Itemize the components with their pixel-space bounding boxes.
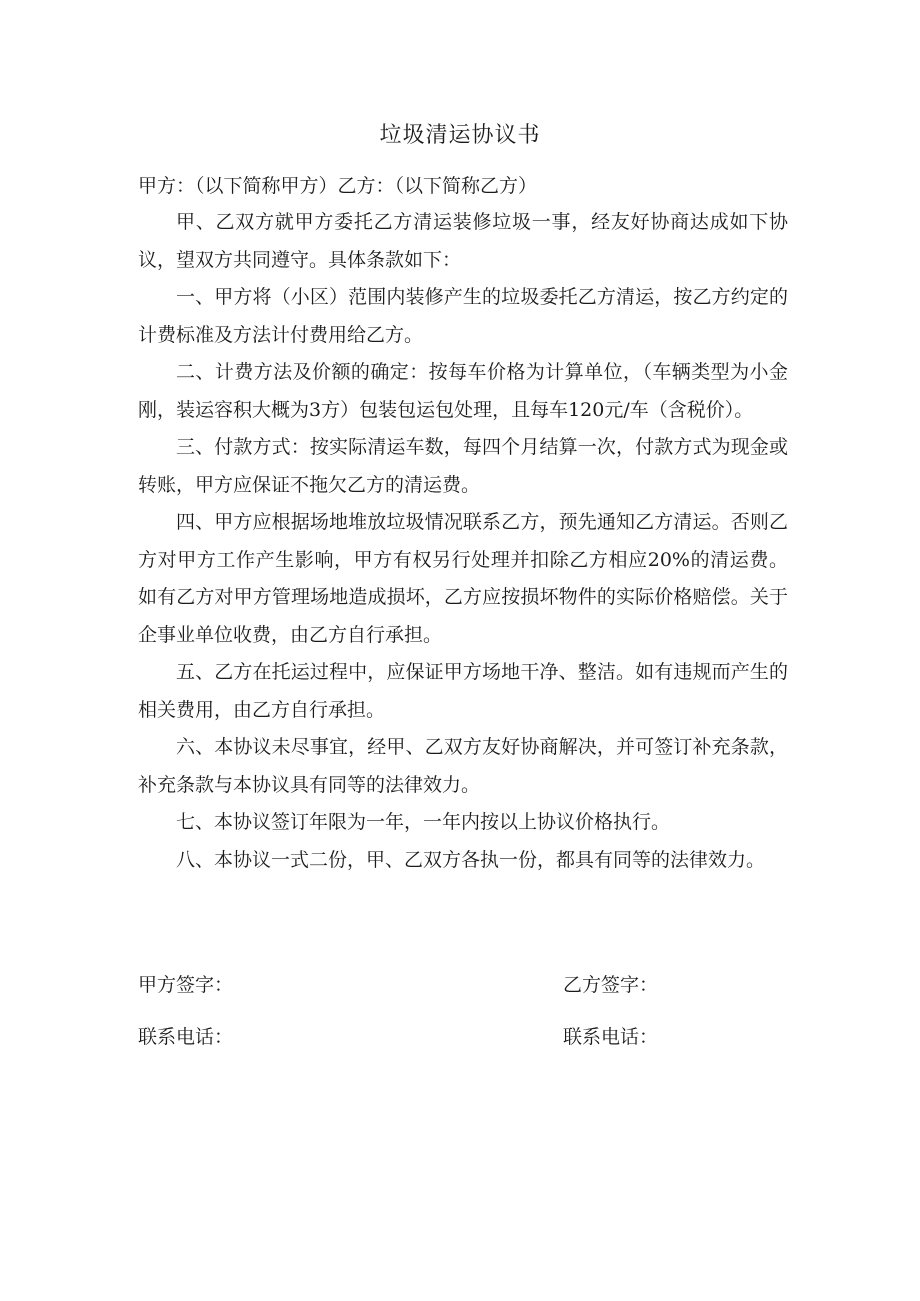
intro-paragraph: 甲、乙双方就甲方委托乙方清运装修垃圾一事，经友好协商达成如下协议，望双方共同遵守。具体条款如下：	[138, 211, 788, 271]
party-a-phone-label: 联系电话：	[138, 1026, 234, 1048]
agreement-body	[138, 204, 788, 879]
parties-line: 甲方：（以下简称甲方）乙方：（以下简称乙方）	[138, 175, 538, 197]
party-b-signature-label: 乙方签字：	[563, 974, 659, 996]
clause-6: 六、本协议未尽事宜，经甲、乙双方友好协商解决，并可签订补充条款，补充条款与本协议具有同等的法律效力。	[138, 736, 788, 796]
document-title: 垃圾清运协议书	[379, 123, 541, 148]
clause-2: 二、计费方法及价额的确定：按每车价格为计算单位，（车辆类型为小金刚，装运容积大概为3方）包装包运包处理，且每车120元/车（含税价）。	[138, 361, 788, 421]
clause-7: 七、本协议签订年限为一年，一年内按以上协议价格执行。	[176, 811, 671, 833]
party-b-phone-label: 联系电话：	[563, 1026, 659, 1048]
clause-1: 一、甲方将（小区）范围内装修产生的垃圾委托乙方清运，按乙方约定的计费标准及方法计付费用给乙方。	[138, 286, 788, 346]
party-a-signature-label: 甲方签字：	[138, 974, 234, 996]
clause-4: 四、甲方应根据场地堆放垃圾情况联系乙方，预先通知乙方清运。否则乙方对甲方工作产生影响，甲方有权另行处理并扣除乙方相应20%的清运费。如有乙方对甲方管理场地造成损坏，乙方应按损坏物件的实际价格赔偿。关于企事业单位收费，由乙方自行承担。	[138, 511, 788, 646]
clause-8: 八、本协议一式二份，甲、乙双方各执一份，都具有同等的法律效力。	[176, 848, 766, 871]
clause-5: 五、乙方在托运过程中，应保证甲方场地干净、整洁。如有违规而产生的相关费用，由乙方自行承担。	[138, 661, 788, 721]
clause-3: 三、付款方式：按实际清运车数，每四个月结算一次，付款方式为现金或转账，甲方应保证不拖欠乙方的清运费。	[138, 436, 788, 496]
